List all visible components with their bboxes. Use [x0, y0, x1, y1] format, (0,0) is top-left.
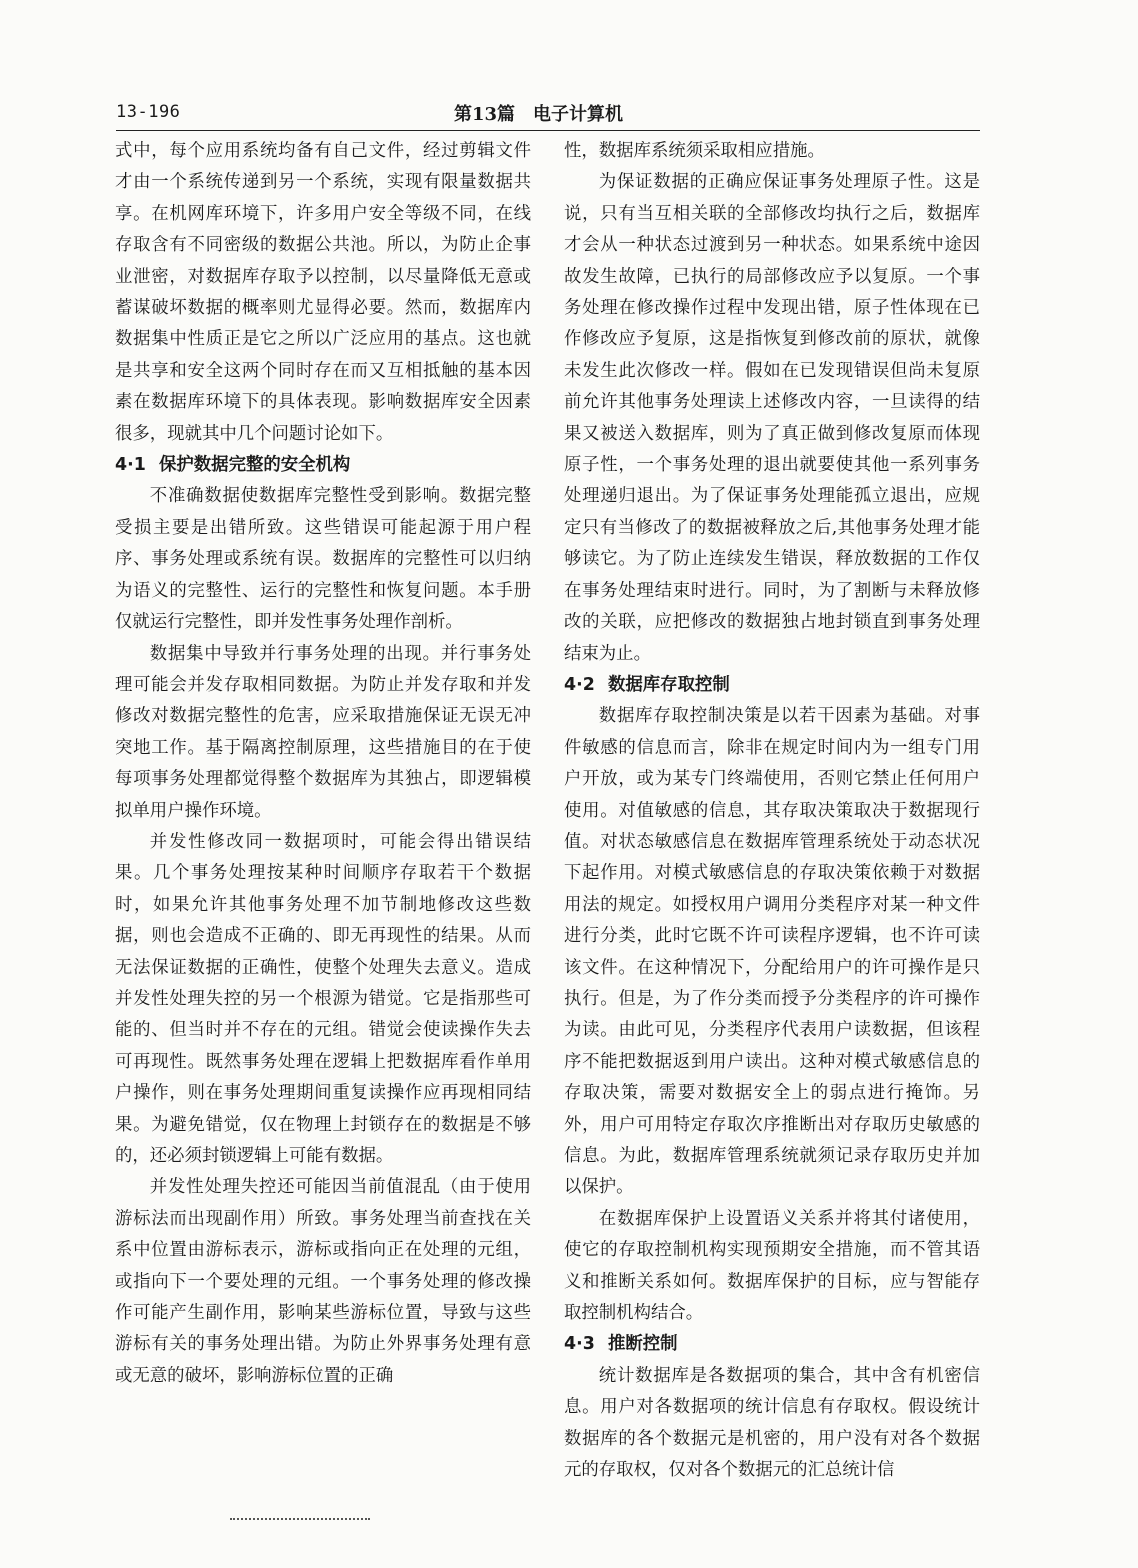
- section-title: 数据库存取控制: [608, 674, 730, 695]
- paragraph: 性，数据库系统须采取相应措施。: [564, 141, 825, 161]
- paragraph: 并发性修改同一数据项时，可能会得出错误结果。几个事务处理按某种时间顺序存取若干个数据时，如果允许其他事务处理不加节制地修改这些数据，则也会造成不正确的、即无再现性的结果。从而无法保证数据的正确性，使整个处理失去意义。造成并发性处理失控的另一个根源为错觉。它是指那些可能的、但当时并不存在的元组。错觉会使读操作失去可再现性。既然事务处理在逻辑上把数据库看作单用户操作，则在事务处理期间重复读操作应再现相同结果。为避免错觉，仅在物理上封锁存在的数据是不够的，还必须封锁逻辑上可能有数据。: [115, 831, 531, 1166]
- section-number: 4·2: [564, 674, 595, 695]
- section-title: 保护数据完整的安全机构: [159, 455, 351, 476]
- right-column: [564, 136, 980, 1486]
- paragraph: 在数据库保护上设置语义关系并将其付诸使用，使它的存取控制机构实现预期安全措施，而不管其语义和推断关系如何。数据库保护的目标，应与智能存取控制机构结合。: [564, 1208, 980, 1324]
- section-heading-4-1: [115, 450, 531, 481]
- running-title: 第13篇 电子计算机: [454, 104, 624, 125]
- paragraph: 数据集中导致并行事务处理的出现。并行事务处理可能会并发存取相同数据。为防止并发存取和并发修改对数据完整性的危害，应采取措施保证无误无冲突地工作。基于隔离控制原理，这些措施目的在于使每项事务处理都觉得整个数据库为其独占，即逻辑模拟单用户操作环境。: [115, 643, 531, 821]
- section-title: 推断控制: [608, 1334, 678, 1355]
- left-column: [115, 136, 531, 1392]
- section-number: 4·3: [564, 1334, 595, 1355]
- paragraph: 数据库存取控制决策是以若干因素为基础。对事件敏感的信息而言，除非在规定时间内为一组专门用户开放，或为某专门终端使用，否则它禁止任何用户使用。对值敏感的信息，其存取决策取决于数据现行值。对状态敏感信息在数据库管理系统处于动态状况下起作用。对模式敏感信息的存取决策依赖于对数据用法的规定。如授权用户调用分类程序对某一种文件进行分类，此时它既不许可读程序逻辑，也不许可读该文件。在这种情况下，分配给用户的许可操作是只执行。但是，为了作分类而授予分类程序的许可操作为读。由此可见，分类程序代表用户读数据，但该程序不能把数据返到用户读出。这种对模式敏感信息的存取决策，需要对数据安全上的弱点进行掩饰。另外，用户可用特定存取次序推断出对存取历史敏感的信息。为此，数据库管理系统就须记录存取历史并加以保护。: [564, 706, 980, 1198]
- section-number: 4·1: [115, 455, 146, 476]
- section-heading-4-2: [564, 670, 980, 701]
- page-number: 13-196: [116, 102, 181, 122]
- page-header: [116, 98, 980, 131]
- scan-artifact: [230, 1518, 370, 1524]
- paragraph: 为保证数据的正确应保证事务处理原子性。这是说，只有当互相关联的全部修改均执行之后，数据库才会从一种状态过渡到另一种状态。如果系统中途因故发生故障，已执行的局部修改应予以复原。一个事务处理在修改操作过程中发现出错，原子性体现在已作修改应予复原，这是指恢复到修改前的原状，就像未发生此次修改一样。假如在已发现错误但尚未复原前允许其他事务处理读上述修改内容，一旦读得的结果又被送入数据库，则为了真正做到修改复原而体现原子性，一个事务处理的退出就要使其他一系列事务处理递归退出。为了保证事务处理能孤立退出，应规定只有当修改了的数据被释放之后,其他事务处理才能够读它。为了防止连续发生错误，释放数据的工作仅在事务处理结束时进行。同时，为了割断与未释放修改的关联，应把修改的数据独占地封锁直到事务处理结束为止。: [564, 172, 980, 664]
- paragraph: 并发性处理失控还可能因当前值混乱（由于使用游标法而出现副作用）所致。事务处理当前查找在关系中位置由游标表示，游标或指向正在处理的元组，或指向下一个要处理的元组。一个事务处理的修改操作可能产生副作用，影响某些游标位置，导致与这些游标有关的事务处理出错。为防止外界事务处理有意或无意的破坏，影响游标位置的正确: [115, 1177, 531, 1386]
- section-heading-4-3: [564, 1329, 980, 1360]
- paragraph: 统计数据库是各数据项的集合，其中含有机密信息。用户对各数据项的统计信息有存取权。假设统计数据库的各个数据元是机密的，用户没有对各个数据元的存取权，仅对各个数据元的汇总统计信: [564, 1365, 980, 1481]
- paragraph: 不准确数据使数据库完整性受到影响。数据完整受损主要是出错所致。这些错误可能起源于用户程序、事务处理或系统有误。数据库的完整性可以归纳为语义的完整性、运行的完整性和恢复问题。本手册仅就运行完整性，即并发性事务处理作剖析。: [115, 486, 531, 633]
- paragraph: 式中，每个应用系统均备有自己文件，经过剪辑文件才由一个系统传递到另一个系统，实现有限量数据共享。在机网库环境下，许多用户安全等级不同，在线存取含有不同密级的数据公共池。所以，为防止企事业泄密，对数据库存取予以控制，以尽量降低无意或蓄谋破坏数据的概率则尤显得必要。然而，数据库内数据集中性质正是它之所以广泛应用的基点。这也就是共享和安全这两个同时存在而又互相抵触的基本因素在数据库环境下的具体表现。影响数据库安全因素很多，现就其中几个问题讨论如下。: [115, 141, 531, 444]
